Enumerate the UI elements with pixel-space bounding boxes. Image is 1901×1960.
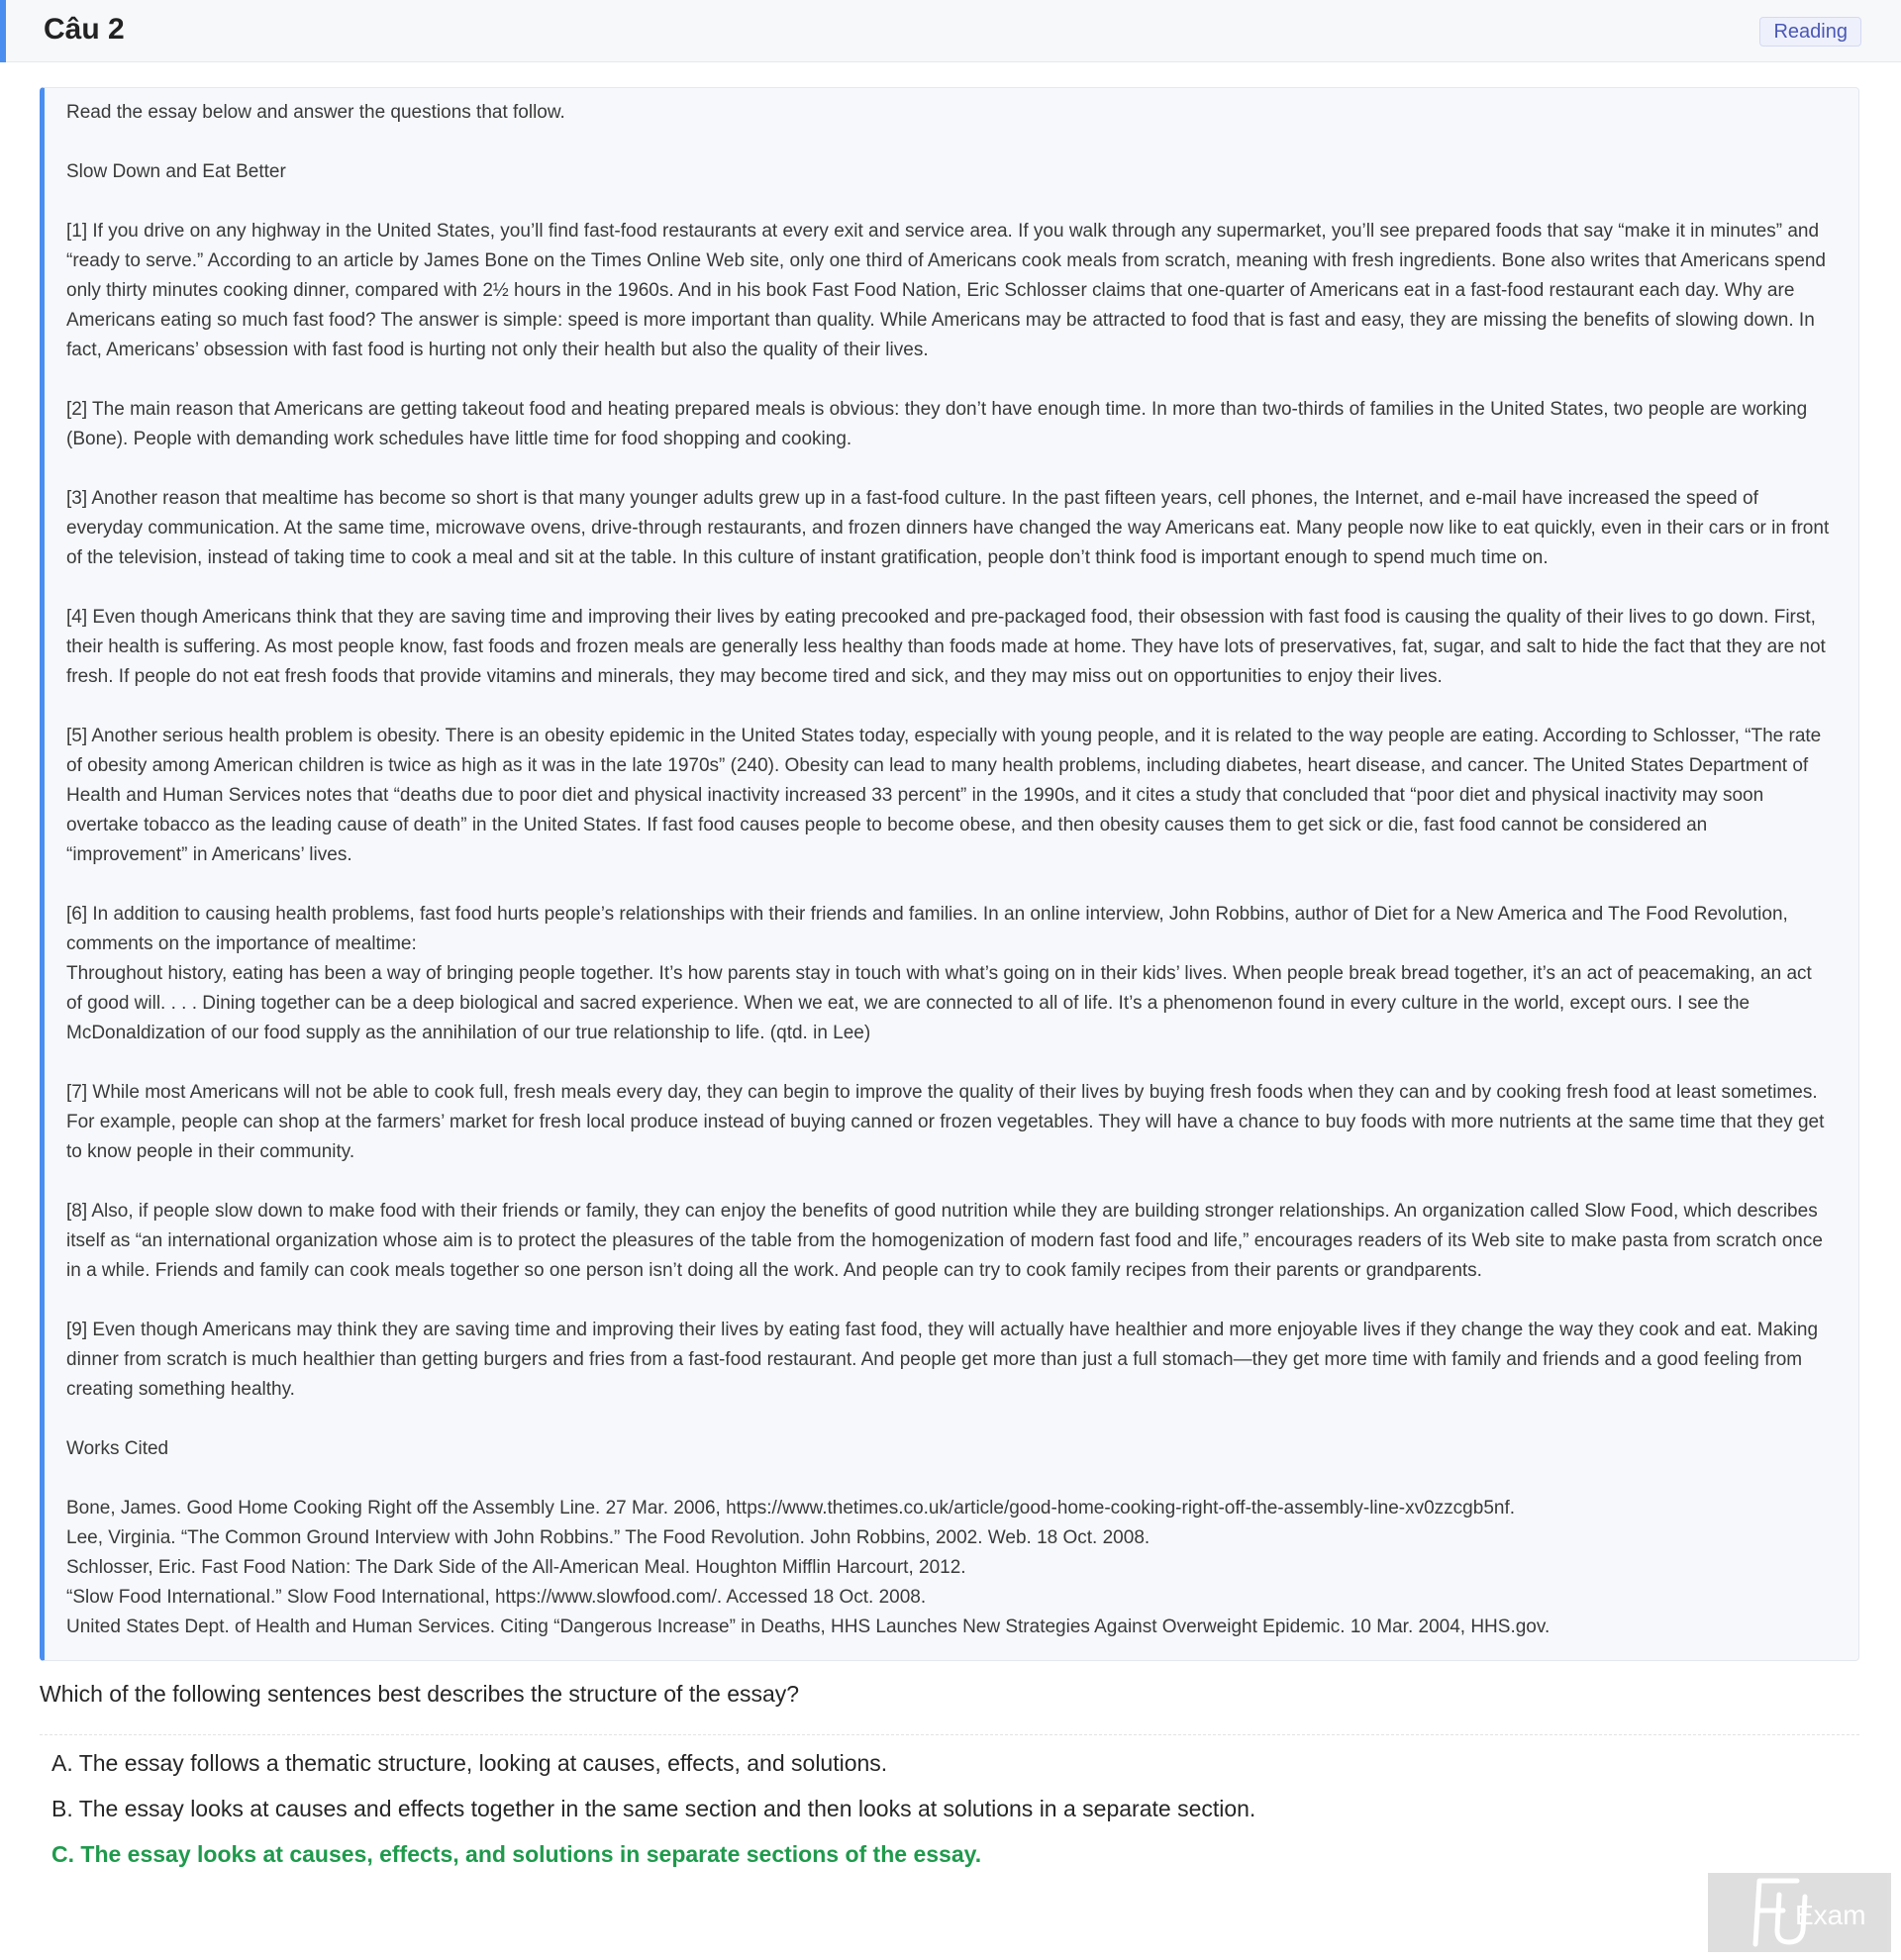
paragraph-5: [5] Another serious health problem is obesity. There is an obesity epidemic in the United States today, especially with young people, and it is related to the way people are eating. According to Schlosser, “The rate of obesity among American children is twice as high as it was in the late 1970s” (240). Obesity can lead to many health problems, including diabetes, heart disease, and cancer. The United States Department of Health and Human Services notes that “deaths due to poor diet and physical inactivity increased 33 percent” in the 1990s, and it cites a study that concluded that “poor diet and physical inactivity may soon overtake tobacco as the leading cause of death” in the United States. If fast food causes people to become obese, and then obesity causes them to get sick or die, fast food cannot be considered an “improvement” in Americans’ lives. <box>66 726 1822 865</box>
paragraph-8: [8] Also, if people slow down to make food with their friends or family, they can enjoy the benefits of good nutrition while they are building stronger relationships. An organization called Slow Food, which describes itself as “an international organization whose aim is to protect the pleasures of the table from the homogenization of modern fast food and life,” encourages readers of its Web site to make pasta from scratch once in a while. Friends and family can cook meals together so one person isn’t doing all the work. And people can try to cook family recipes from their parents or grandparents. <box>66 1201 1823 1281</box>
citation: Bone, James. Good Home Cooking Right off the Assembly Line. 27 Mar. 2006, https://www.thetimes.co.uk/article/good-home-cooking-right-off-the-assembly-line-xv0zzcgb5nf. <box>66 1498 1516 1519</box>
skill-tag[interactable]: Reading <box>1759 17 1861 47</box>
question-text: Which of the following sentences best describes the structure of the essay? <box>40 1681 800 1707</box>
reading-passage <box>40 87 1859 1661</box>
fu-exam-watermark <box>1708 1873 1891 1952</box>
citation: Schlosser, Eric. Fast Food Nation: The Dark Side of the All-American Meal. Houghton Mifflin Harcourt, 2012. <box>66 1557 966 1578</box>
paragraph-6: [6] In addition to causing health problems, fast food hurts people’s relationships with their friends and families. In an online interview, John Robbins, author of Diet for a New America and The Food Revolution, comments on the importance of mealtime: <box>66 904 1788 954</box>
fu-exam-logo-icon <box>1708 1873 1891 1952</box>
question-header <box>0 0 1901 62</box>
header-accent-bar <box>0 0 6 62</box>
works-cited-heading: Works Cited <box>66 1438 169 1459</box>
paragraph-9: [9] Even though Americans may think they are saving time and improving their lives by eating fast food, they will actually have healthier and more enjoyable lives if they change the way they cook and eat. Making dinner from scratch is much healthier than getting burgers and fries from a fast-food restaurant. And people get more than just a full stomach—they get more time with family and friends and a good feeling from creating something healthy. <box>66 1320 1819 1400</box>
answer-options <box>51 1746 1853 1883</box>
citation: “Slow Food International.” Slow Food International, https://www.slowfood.com/. Accessed 18 Oct. 2008. <box>66 1587 927 1608</box>
passage-intro: Read the essay below and answer the questions that follow. <box>66 102 565 123</box>
works-cited-list <box>66 1494 1831 1642</box>
option-c[interactable]: C. The essay looks at causes, effects, and solutions in separate sections of the essay. <box>51 1841 982 1867</box>
question-title: Câu 2 <box>44 13 125 46</box>
paragraph-7: [7] While most Americans will not be able to cook full, fresh meals every day, they can begin to improve the quality of their lives by buying fresh foods when they can and by cooking fresh food at least sometimes. For example, people can shop at the farmers’ market for fresh local produce instead of buying canned or frozen vegetables. They will have a chance to buy foods with more nutrients at the same time that they get to know people in their community. <box>66 1082 1825 1162</box>
paragraph-3: [3] Another reason that mealtime has become so short is that many younger adults grew up in a fast-food culture. In the past fifteen years, cell phones, the Internet, and e-mail have increased the speed of everyday communication. At the same time, microwave ovens, drive-through restaurants, and frozen dinners have changed the way Americans eat. Many people now like to eat quickly, even in their cars or in front of the television, instead of taking time to cook a meal and sit at the table. In this culture of instant gratification, people don’t think food is important enough to spend much time on. <box>66 488 1830 568</box>
essay-title: Slow Down and Eat Better <box>66 161 286 182</box>
option-b[interactable]: B. The essay looks at causes and effects together in the same section and then looks at solutions in a separate section. <box>51 1796 1256 1821</box>
option-a[interactable]: A. The essay follows a thematic structure, looking at causes, effects, and solutions. <box>51 1750 888 1776</box>
paragraph-1: [1] If you drive on any highway in the United States, you’ll find fast-food restaurants at every exit and service area. If you walk through any supermarket, you’ll see prepared foods that say “make it in minutes” and “ready to serve.” According to an article by James Bone on the Times Online Web site, only one third of Americans cook meals from scratch, meaning with fresh ingredients. Bone also writes that Americans spend only thirty minutes cooking dinner, compared with 2½ hours in the 1960s. And in his book Fast Food Nation, Eric Schlosser claims that one-quarter of Americans eat in a fast-food restaurant each day. Why are Americans eating so much fast food? The answer is simple: speed is more important than quality. While Americans may be attracted to food that is fast and easy, they are missing the benefits of slowing down. In fact, Americans’ obsession with fast food is hurting not only their health but also the quality of their lives. <box>66 221 1827 360</box>
citation: Lee, Virginia. “The Common Ground Interview with John Robbins.” The Food Revolution. John Robbins, 2002. Web. 18 Oct. 2008. <box>66 1527 1151 1548</box>
robbins-quote: Throughout history, eating has been a way of bringing people together. It’s how parents stay in touch with what’s going on in their kids’ lives. When people break bread together, it’s an act of peacemaking, an act of good will. . . . Dining together can be a deep biological and sacred experience. When we eat, we are connected to all of life. It’s a phenomenon found in every culture in the world, except ours. I see the McDonaldization of our food supply as the annihilation of our true relationship to life. (qtd. in Lee) <box>66 963 1812 1043</box>
paragraph-2: [2] The main reason that Americans are getting takeout food and heating prepared meals is obvious: they don’t have enough time. In more than two-thirds of families in the United States, two people are working (Bone). People with demanding work schedules have little time for food shopping and cooking. <box>66 399 1808 449</box>
question-divider <box>40 1734 1859 1735</box>
citation: United States Dept. of Health and Human Services. Citing “Dangerous Increase” in Deaths, HHS Launches New Strategies Against Overweight Epidemic. 10 Mar. 2004, HHS.gov. <box>66 1617 1551 1637</box>
paragraph-6-block <box>66 900 1831 1048</box>
watermark-text: Exam <box>1795 1900 1866 1930</box>
paragraph-4: [4] Even though Americans think that they are saving time and improving their lives by eating precooked and pre-packaged food, their obsession with fast food is causing the quality of their lives to go down. First, their health is suffering. As most people know, fast foods and frozen meals are generally less healthy than foods made at home. They have lots of preservatives, fat, sugar, and salt to hide the fact that they are not fresh. If people do not eat fresh foods that provide vitamins and minerals, they may become tired and sick, and they may miss out on opportunities to enjoy their lives. <box>66 607 1826 687</box>
